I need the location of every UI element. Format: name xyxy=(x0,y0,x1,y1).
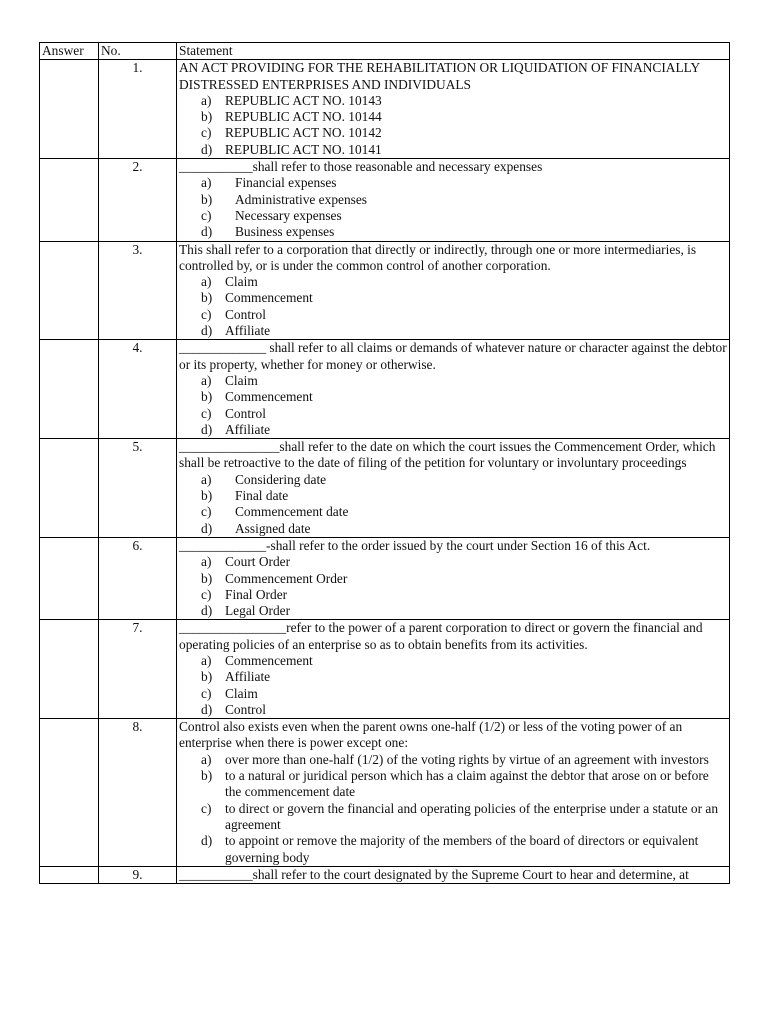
option-letter: d) xyxy=(201,701,213,717)
option-letter: b) xyxy=(201,768,213,784)
option-text: Control xyxy=(225,405,266,421)
option-text: to a natural or juridical person which has a claim against the debtor that arose on or before the commencement date xyxy=(225,768,709,800)
question-statement: ___________shall refer to those reasonable and necessary expenses xyxy=(179,159,543,175)
option-letter: a) xyxy=(201,751,212,767)
option-letter: c) xyxy=(201,800,212,816)
statement-cell xyxy=(177,719,730,867)
option-letter: a) xyxy=(201,92,212,108)
option-letter: b) xyxy=(201,109,213,125)
option-letter: a) xyxy=(201,554,212,570)
answer-cell[interactable] xyxy=(40,60,99,159)
answer-option xyxy=(179,603,727,619)
option-letter: d) xyxy=(201,141,213,157)
statement-cell xyxy=(177,537,730,619)
answer-option xyxy=(179,175,727,191)
option-text: over more than one-half (1/2) of the voting rights by virtue of an agreement with investors xyxy=(225,751,709,767)
answer-option xyxy=(179,389,727,405)
option-text: Commencement Order xyxy=(225,570,348,586)
answer-option xyxy=(179,768,727,801)
answer-option xyxy=(179,224,727,240)
option-text: Financial expenses xyxy=(235,175,337,191)
question-number: 8. xyxy=(99,719,177,867)
answer-option xyxy=(179,653,727,669)
answer-option xyxy=(179,669,727,685)
question-number: 1. xyxy=(99,60,177,159)
option-text: Claim xyxy=(225,274,258,290)
quiz-table xyxy=(39,42,730,884)
answer-option xyxy=(179,571,727,587)
option-letter: a) xyxy=(201,372,212,388)
option-text: Court Order xyxy=(225,554,291,570)
question-row xyxy=(40,439,730,538)
answer-option xyxy=(179,422,727,438)
question-row xyxy=(40,159,730,241)
statement-cell xyxy=(177,620,730,719)
option-letter: d) xyxy=(201,224,213,240)
option-text: Affiliate xyxy=(225,669,271,685)
option-text: Commencement xyxy=(225,290,313,306)
option-letter: a) xyxy=(201,274,212,290)
option-letter: c) xyxy=(201,504,212,520)
answer-option xyxy=(179,142,727,158)
option-text: Control xyxy=(225,701,266,717)
question-row xyxy=(40,719,730,867)
answer-option xyxy=(179,801,727,834)
option-text: Claim xyxy=(225,685,258,701)
question-statement: _____________-shall refer to the order issued by the court under Section 16 of this Act. xyxy=(179,537,651,553)
option-letter: c) xyxy=(201,125,212,141)
answer-option xyxy=(179,192,727,208)
answer-cell[interactable] xyxy=(40,719,99,867)
option-text: REPUBLIC ACT NO. 10142 xyxy=(225,125,382,141)
option-letter: b) xyxy=(201,669,213,685)
option-text: Control xyxy=(225,306,266,322)
question-row xyxy=(40,60,730,159)
answer-option xyxy=(179,504,727,520)
answer-option xyxy=(179,488,727,504)
statement-cell xyxy=(177,159,730,241)
question-statement: ___________shall refer to the court designated by the Supreme Court to hear and determine, at xyxy=(179,866,689,882)
question-statement: This shall refer to a corporation that directly or indirectly, through one or more intermediaries, is controlled by, or is under the common control of another corporation. xyxy=(179,241,697,273)
answer-option xyxy=(179,587,727,603)
option-letter: c) xyxy=(201,586,212,602)
statement-header: Statement xyxy=(177,43,730,60)
answer-option xyxy=(179,373,727,389)
option-letter: d) xyxy=(201,520,213,536)
answer-option xyxy=(179,274,727,290)
question-rows xyxy=(40,60,730,884)
statement-cell xyxy=(177,439,730,538)
statement-cell xyxy=(177,241,730,340)
question-row xyxy=(40,620,730,719)
option-letter: a) xyxy=(201,175,212,191)
answer-option xyxy=(179,93,727,109)
option-text: REPUBLIC ACT NO. 10141 xyxy=(225,141,382,157)
option-text: Commencement xyxy=(225,389,313,405)
answer-option xyxy=(179,833,727,866)
answer-header: Answer xyxy=(40,43,99,60)
option-text: Final date xyxy=(235,488,289,504)
answer-cell[interactable] xyxy=(40,620,99,719)
option-letter: a) xyxy=(201,471,212,487)
option-letter: d) xyxy=(201,833,213,849)
option-text: to direct or govern the financial and operating policies of the enterprise under a statute or an agreement xyxy=(225,800,719,832)
answer-option xyxy=(179,554,727,570)
answer-cell[interactable] xyxy=(40,241,99,340)
answer-option xyxy=(179,290,727,306)
option-letter: c) xyxy=(201,405,212,421)
option-text: Claim xyxy=(225,372,258,388)
option-letter: a) xyxy=(201,652,212,668)
option-letter: b) xyxy=(201,290,213,306)
statement-cell xyxy=(177,340,730,439)
question-row xyxy=(40,340,730,439)
answer-option xyxy=(179,702,727,718)
question-row xyxy=(40,537,730,619)
option-letter: d) xyxy=(201,421,213,437)
answer-option xyxy=(179,323,727,339)
question-row xyxy=(40,866,730,883)
question-number: 4. xyxy=(99,340,177,439)
answer-option xyxy=(179,125,727,141)
option-text: Considering date xyxy=(235,471,327,487)
question-statement: AN ACT PROVIDING FOR THE REHABILITATION OR LIQUIDATION OF FINANCIALLY DISTRESSED ENTERPRISES AND INDIVIDUALS xyxy=(179,60,700,92)
answer-option xyxy=(179,307,727,323)
question-number: 9. xyxy=(99,866,177,883)
option-letter: d) xyxy=(201,603,213,619)
option-text: Commencement xyxy=(225,652,313,668)
option-letter: b) xyxy=(201,570,213,586)
option-letter: c) xyxy=(201,207,212,223)
question-statement: ________________refer to the power of a parent corporation to direct or govern the financial and operating policies of an enterprise so as to obtain benefits from its activities. xyxy=(179,620,703,652)
option-text: REPUBLIC ACT NO. 10143 xyxy=(225,92,382,108)
question-number: 2. xyxy=(99,159,177,241)
answer-option xyxy=(179,686,727,702)
option-text: REPUBLIC ACT NO. 10144 xyxy=(225,109,382,125)
option-text: Legal Order xyxy=(225,603,291,619)
option-letter: d) xyxy=(201,323,213,339)
answer-option xyxy=(179,521,727,537)
answer-cell[interactable] xyxy=(40,159,99,241)
header-row xyxy=(40,43,730,60)
answer-option xyxy=(179,472,727,488)
question-statement: _____________ shall refer to all claims or demands of whatever nature or character against the debtor or its property, whether for money or otherwise. xyxy=(179,340,727,372)
question-number: 6. xyxy=(99,537,177,619)
option-text: Business expenses xyxy=(235,224,335,240)
option-letter: b) xyxy=(201,389,213,405)
option-letter: c) xyxy=(201,685,212,701)
option-letter: c) xyxy=(201,306,212,322)
question-number: 3. xyxy=(99,241,177,340)
answer-cell[interactable] xyxy=(40,537,99,619)
question-statement: Control also exists even when the parent owns one-half (1/2) or less of the voting power of an enterprise when there is power except one: xyxy=(179,719,683,751)
statement-cell xyxy=(177,60,730,159)
option-text: to appoint or remove the majority of the members of the board of directors or equivalent governing body xyxy=(225,833,699,865)
question-number: 7. xyxy=(99,620,177,719)
option-text: Necessary expenses xyxy=(235,207,342,223)
answer-option xyxy=(179,208,727,224)
option-text: Final Order xyxy=(225,586,288,602)
option-text: Commencement date xyxy=(235,504,349,520)
question-number: 5. xyxy=(99,439,177,538)
option-text: Administrative expenses xyxy=(235,191,368,207)
answer-cell[interactable] xyxy=(40,866,99,883)
question-statement: _______________shall refer to the date on which the court issues the Commencement Order, which shall be retroactive to the date of filing of the petition for voluntary or involuntary proceedings xyxy=(179,439,716,471)
option-text: Assigned date xyxy=(235,520,311,536)
statement-cell xyxy=(177,866,730,883)
answer-cell[interactable] xyxy=(40,439,99,538)
option-letter: b) xyxy=(201,191,213,207)
option-text: Affiliate xyxy=(225,323,271,339)
option-text: Affiliate xyxy=(225,421,271,437)
answer-option xyxy=(179,109,727,125)
answer-cell[interactable] xyxy=(40,340,99,439)
answer-option xyxy=(179,406,727,422)
no-header: No. xyxy=(99,43,177,60)
question-row xyxy=(40,241,730,340)
option-letter: b) xyxy=(201,488,213,504)
answer-option xyxy=(179,752,727,768)
